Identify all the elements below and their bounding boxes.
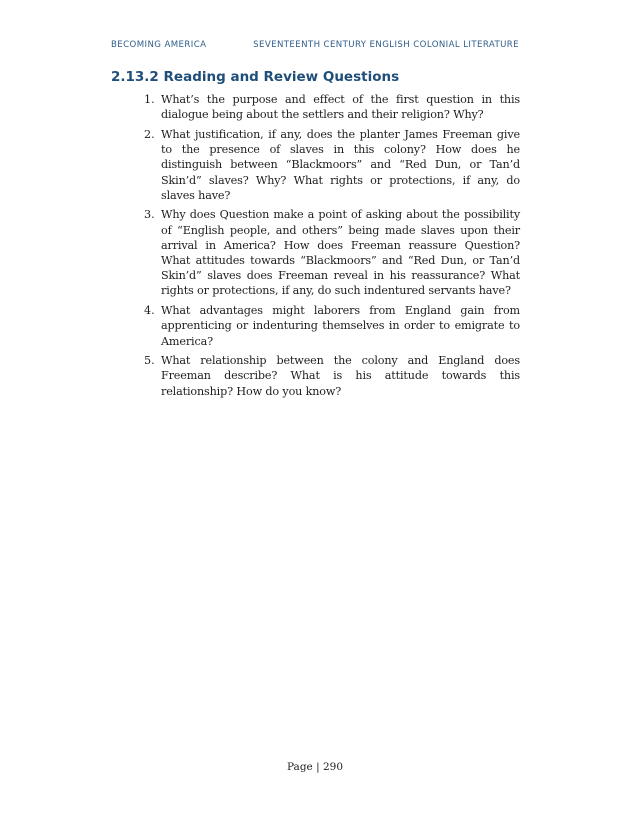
question-number: 4. bbox=[144, 304, 155, 318]
question-list bbox=[111, 92, 520, 403]
header-book-title: BECOMING AMERICA bbox=[111, 40, 207, 50]
question-number: 5. bbox=[144, 354, 155, 368]
question-number: 2. bbox=[144, 127, 155, 141]
question-item bbox=[111, 303, 520, 349]
page-number: Page | 290 bbox=[286, 761, 344, 773]
question-number: 1. bbox=[144, 93, 155, 106]
question-item bbox=[111, 127, 520, 203]
question-text: What relationship between the colony and England does Freeman describe? What is his attitude towards this relationship? How do you know? bbox=[161, 354, 520, 398]
question-text: What advantages might laborers from England gain from apprenticing or indenturing themselves in order to emigrate to America? bbox=[161, 304, 520, 348]
question-item bbox=[111, 92, 520, 122]
question-number: 3. bbox=[144, 208, 155, 222]
question-text: Why does Question make a point of asking about the possibility of “English people, and others” being made slaves upon their arrival in America? How does Freeman reassure Question? What attitudes towards “Blackmoors” and “Red Dun, or Tan’d Skin’d” slaves does Freeman reveal in his reassurance? What rights or protections, if any, do such indentured servants have? bbox=[161, 208, 520, 298]
page-footer bbox=[0, 761, 630, 773]
section-title: 2.13.2 Reading and Review Questions bbox=[111, 69, 400, 85]
question-text: What justification, if any, does the planter James Freeman give to the presence of slaves in this colony? How does he distinguish between “Blackmoors” and “Red Dun, or Tan’d Skin’d” slaves? Why? What rights or protections, if any, do slaves have? bbox=[161, 127, 520, 202]
header-chapter-title: SEVENTEENTH CENTURY ENGLISH COLONIAL LITERATURE bbox=[253, 40, 519, 50]
question-text: What’s the purpose and effect of the first question in this dialogue being about the settlers and their religion? Why? bbox=[161, 93, 520, 122]
question-item bbox=[111, 353, 520, 399]
question-item bbox=[111, 207, 520, 298]
